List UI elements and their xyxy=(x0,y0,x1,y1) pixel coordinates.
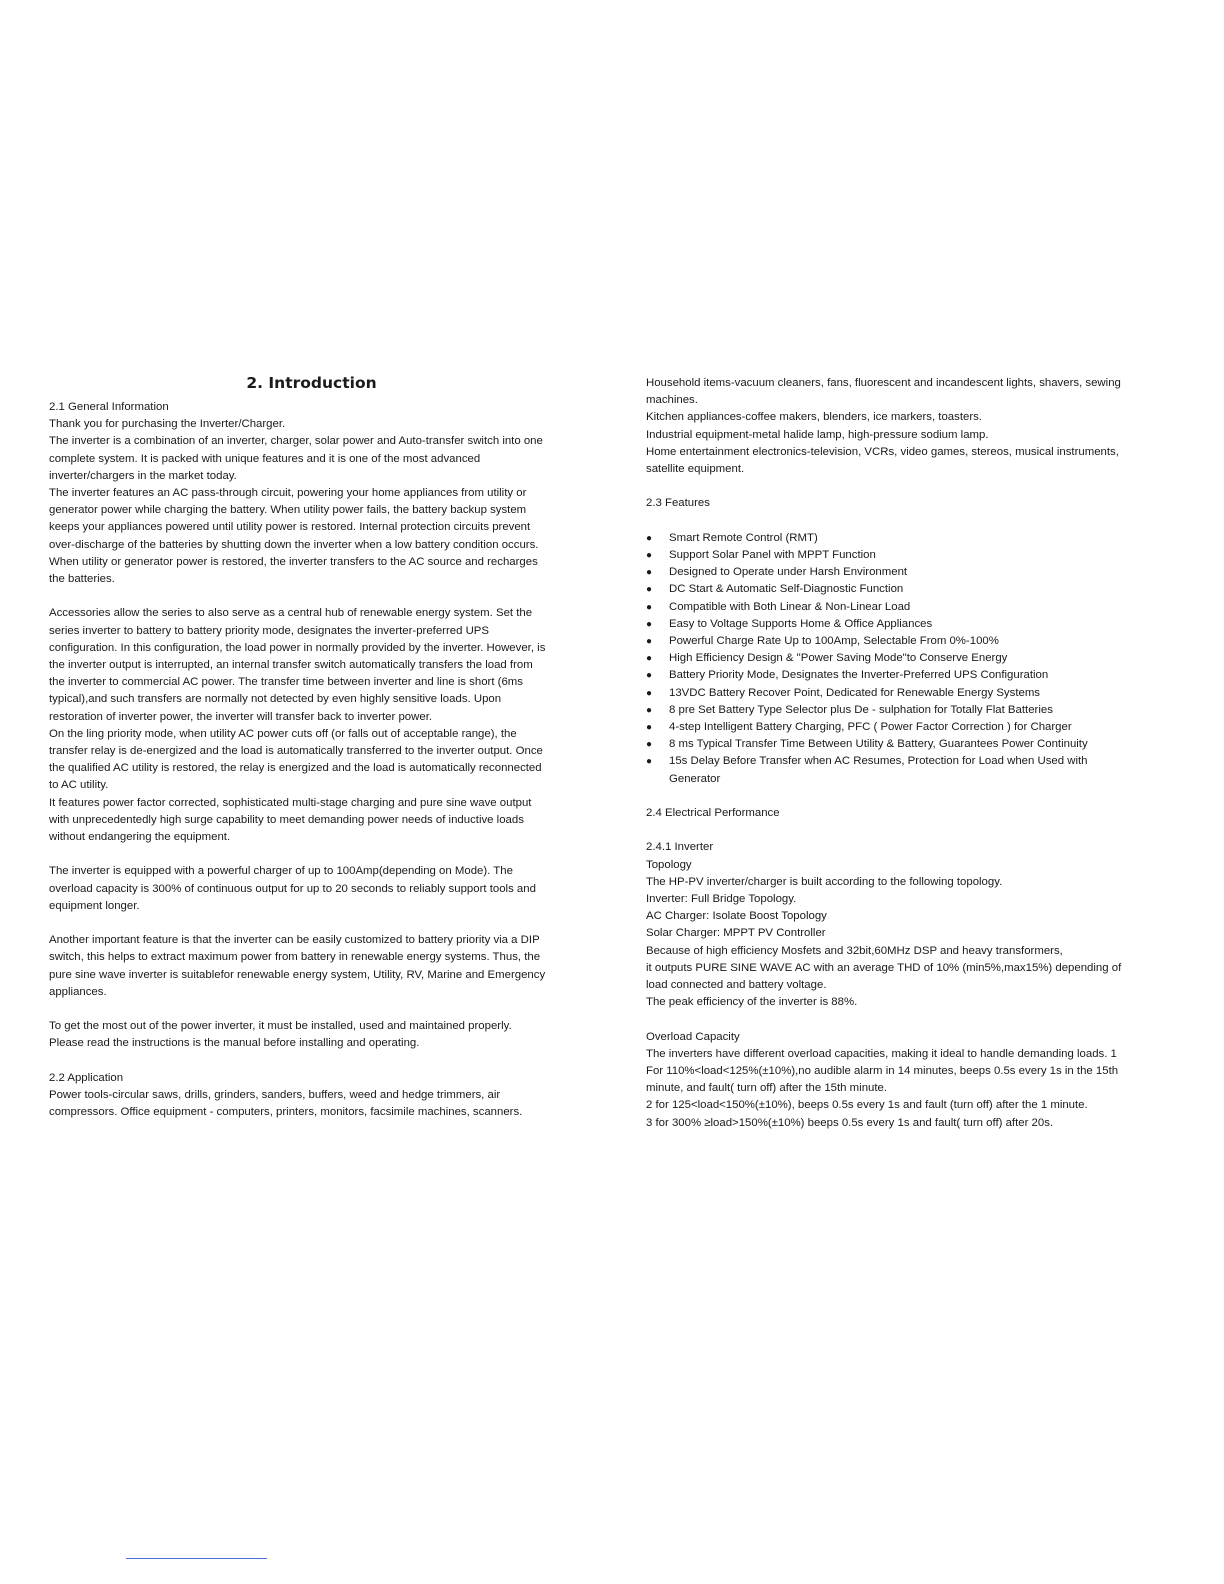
bullet-icon: ● xyxy=(646,704,653,716)
footnote-rule xyxy=(126,1558,267,1559)
list-item: ● 4-step Intelligent Battery Charging, PFC ( Power Factor Correction ) for Charger xyxy=(646,719,1136,736)
page-title: 2. Introduction xyxy=(246,374,377,392)
list-item: ● 13VDC Battery Recover Point, Dedicated for Renewable Energy Systems xyxy=(646,685,1136,702)
topology-line: The peak efficiency of the inverter is 88%. xyxy=(646,996,858,1009)
paragraph-pfc: It features power factor corrected, sophisticated multi-stage charging and pure sine wave output with unprecedentedly high surge capability to meet demanding power needs of inductive loads without endangering the equipment. xyxy=(49,796,532,844)
paragraph-instructions: To get the most out of the power inverter, it must be installed, used and maintained properly. Please read the instructions is the manual before installing and operating. xyxy=(49,1020,512,1050)
electrical-performance-heading: 2.4 Electrical Performance xyxy=(646,807,780,820)
topology-line: The HP-PV inverter/charger is built according to the following topology. xyxy=(646,875,1003,888)
topology-heading: Topology xyxy=(646,858,692,871)
paragraph-line-priority: On the ling priority mode, when utility AC power cuts off (or falls out of acceptable range), the transfer relay is de-energized and the load is automatically transferred to the inverter output. Once the qualified AC utility is restored, the relay is energized and the load is automatically reconnected to AC utility. xyxy=(49,727,543,792)
overload-heading: Overload Capacity xyxy=(646,1030,740,1043)
list-item: ● DC Start & Automatic Self-Diagnostic Function xyxy=(646,581,1136,598)
overload-line: The inverters have different overload capacities, making it ideal to handle demanding loads. 1 For 110%<load<125%(±10%),no audible alarm in 14 minutes, beeps 0.5s every 1s in the 15th minute, and fault( turn off) after the 15th minute. xyxy=(646,1047,1119,1095)
bullet-icon: ● xyxy=(646,756,653,768)
paragraph-thanks: Thank you for purchasing the Inverter/Charger. xyxy=(49,418,286,431)
overload-line: 3 for 300% ≥load>150%(±10%) beeps 0.5s every 1s and fault( turn off) after 20s. xyxy=(646,1116,1054,1129)
bullet-icon: ● xyxy=(646,550,653,561)
paragraph-combination: The inverter is a combination of an inverter, charger, solar power and Auto-transfer switch into one complete system. It is packed with unique features and it is one of the most advanced inverter/chargers in the market today. xyxy=(49,435,543,482)
bullet-icon: ● xyxy=(646,532,653,544)
bullet-icon: ● xyxy=(646,567,653,579)
bullet-icon: ● xyxy=(646,636,653,648)
bullet-icon: ● xyxy=(646,601,653,613)
list-item: ● Smart Remote Control (RMT) xyxy=(646,530,1136,547)
bullet-icon: ● xyxy=(646,584,653,596)
list-item: ● Battery Priority Mode, Designates the Inverter-Preferred UPS Configuration xyxy=(646,667,1136,684)
features-list xyxy=(646,530,1136,788)
topology-line: Because of high efficiency Mosfets and 32bit,60MHz DSP and heavy transformers, xyxy=(646,944,1063,957)
bullet-icon: ● xyxy=(646,687,653,699)
paragraph-accessories: Accessories allow the series to also serve as a central hub of renewable energy system. Set the series inverter to battery to battery priority mode, designates the inverter-preferred UPS configuration. In this configuration, the load power in normally provided by the inverter. However, is the inverter output is interrupted, an internal transfer switch automatically transfers the load from the inverter to commercial AC power. The transfer time between inverter and line is short (6ms typical),and such transfers are normally not detected by even highly sensitive loads. Upon restoration of inverter power, the inverter will transfer back to inverter power. xyxy=(49,607,546,723)
list-item: ● 8 ms Typical Transfer Time Between Utility & Battery, Guarantees Power Continuity xyxy=(646,736,1136,753)
topology-line: Inverter: Full Bridge Topology. xyxy=(646,893,797,906)
application-household: Household items-vacuum cleaners, fans, fluorescent and incandescent lights, shavers, sewing machines. xyxy=(646,377,1121,407)
list-item: ● Powerful Charge Rate Up to 100Amp, Selectable From 0%-100% xyxy=(646,633,1136,650)
bullet-icon: ● xyxy=(646,618,653,630)
list-item: ● Support Solar Panel with MPPT Function xyxy=(646,547,1136,564)
list-item: ● 8 pre Set Battery Type Selector plus De - sulphation for Totally Flat Batteries xyxy=(646,702,1136,719)
topology-line: it outputs PURE SINE WAVE AC with an average THD of 10% (min5%,max15%) depending of load connected and battery voltage. xyxy=(646,961,1122,992)
bullet-icon: ● xyxy=(646,670,653,682)
features-heading: 2.3 Features xyxy=(646,497,710,510)
right-column xyxy=(646,375,1136,1132)
application-industrial: Industrial equipment-metal halide lamp, high-pressure sodium lamp. xyxy=(646,428,989,441)
list-item: ● 15s Delay Before Transfer when AC Resumes, Protection for Load when Used with Generator xyxy=(646,755,1088,785)
left-column xyxy=(49,372,549,1121)
list-item: ● Easy to Voltage Supports Home & Office Appliances xyxy=(646,616,1136,633)
list-item: ● Compatible with Both Linear & Non-Linear Load xyxy=(646,599,1136,616)
list-item: ● High Efficiency Design & "Power Saving Mode"to Conserve Energy xyxy=(646,650,1136,667)
paragraph-charger: The inverter is equipped with a powerful charger of up to 100Amp(depending on Mode). The overload capacity is 300% of continuous output for up to 20 seconds to reliably support tools and equipment longer. xyxy=(49,865,536,912)
bullet-icon: ● xyxy=(646,653,653,665)
overload-line: 2 for 125<load<150%(±10%), beeps 0.5s every 1s and fault (turn off) after the 1 minute. xyxy=(646,1099,1088,1112)
application-heading: 2.2 Application xyxy=(49,1071,124,1084)
application-kitchen: Kitchen appliances-coffee makers, blenders, ice markers, toasters. xyxy=(646,411,982,424)
list-item: ● Designed to Operate under Harsh Environment xyxy=(646,564,1136,581)
paragraph-pass-through: The inverter features an AC pass-through circuit, powering your home appliances from utility or generator power while charging the battery. When utility power fails, the battery backup system keeps your appliances powered until utility power is restored. Internal protection circuits prevent over-discharge of the batteries by shutting down the inverter when a low battery condition occurs. When utility or generator power is restored, the inverter transfers to the AC source and recharges the batteries. xyxy=(49,487,539,586)
inverter-heading: 2.4.1 Inverter xyxy=(646,841,714,854)
bullet-icon: ● xyxy=(646,722,653,734)
topology-line: AC Charger: Isolate Boost Topology xyxy=(646,910,827,923)
general-info-heading: 2.1 General Information xyxy=(49,401,169,413)
paragraph-dip-switch: Another important feature is that the inverter can be easily customized to battery priority via a DIP switch, this helps to extract maximum power from battery in renewable energy systems. Thus, the pure sine wave inverter is suitablefor renewable energy system, Utility, RV, Marine and Emergency appliances. xyxy=(49,934,546,998)
bullet-icon: ● xyxy=(646,739,653,751)
paragraph-power-tools: Power tools-circular saws, drills, grinders, sanders, buffers, weed and hedge trimmers, air compressors. Office equipment - computers, printers, monitors, facsimile machines, scanners. xyxy=(49,1089,523,1119)
topology-line: Solar Charger: MPPT PV Controller xyxy=(646,927,826,940)
application-home-entertainment: Home entertainment electronics-television, VCRs, video games, stereos, musical instruments, satellite equipment. xyxy=(646,445,1119,476)
